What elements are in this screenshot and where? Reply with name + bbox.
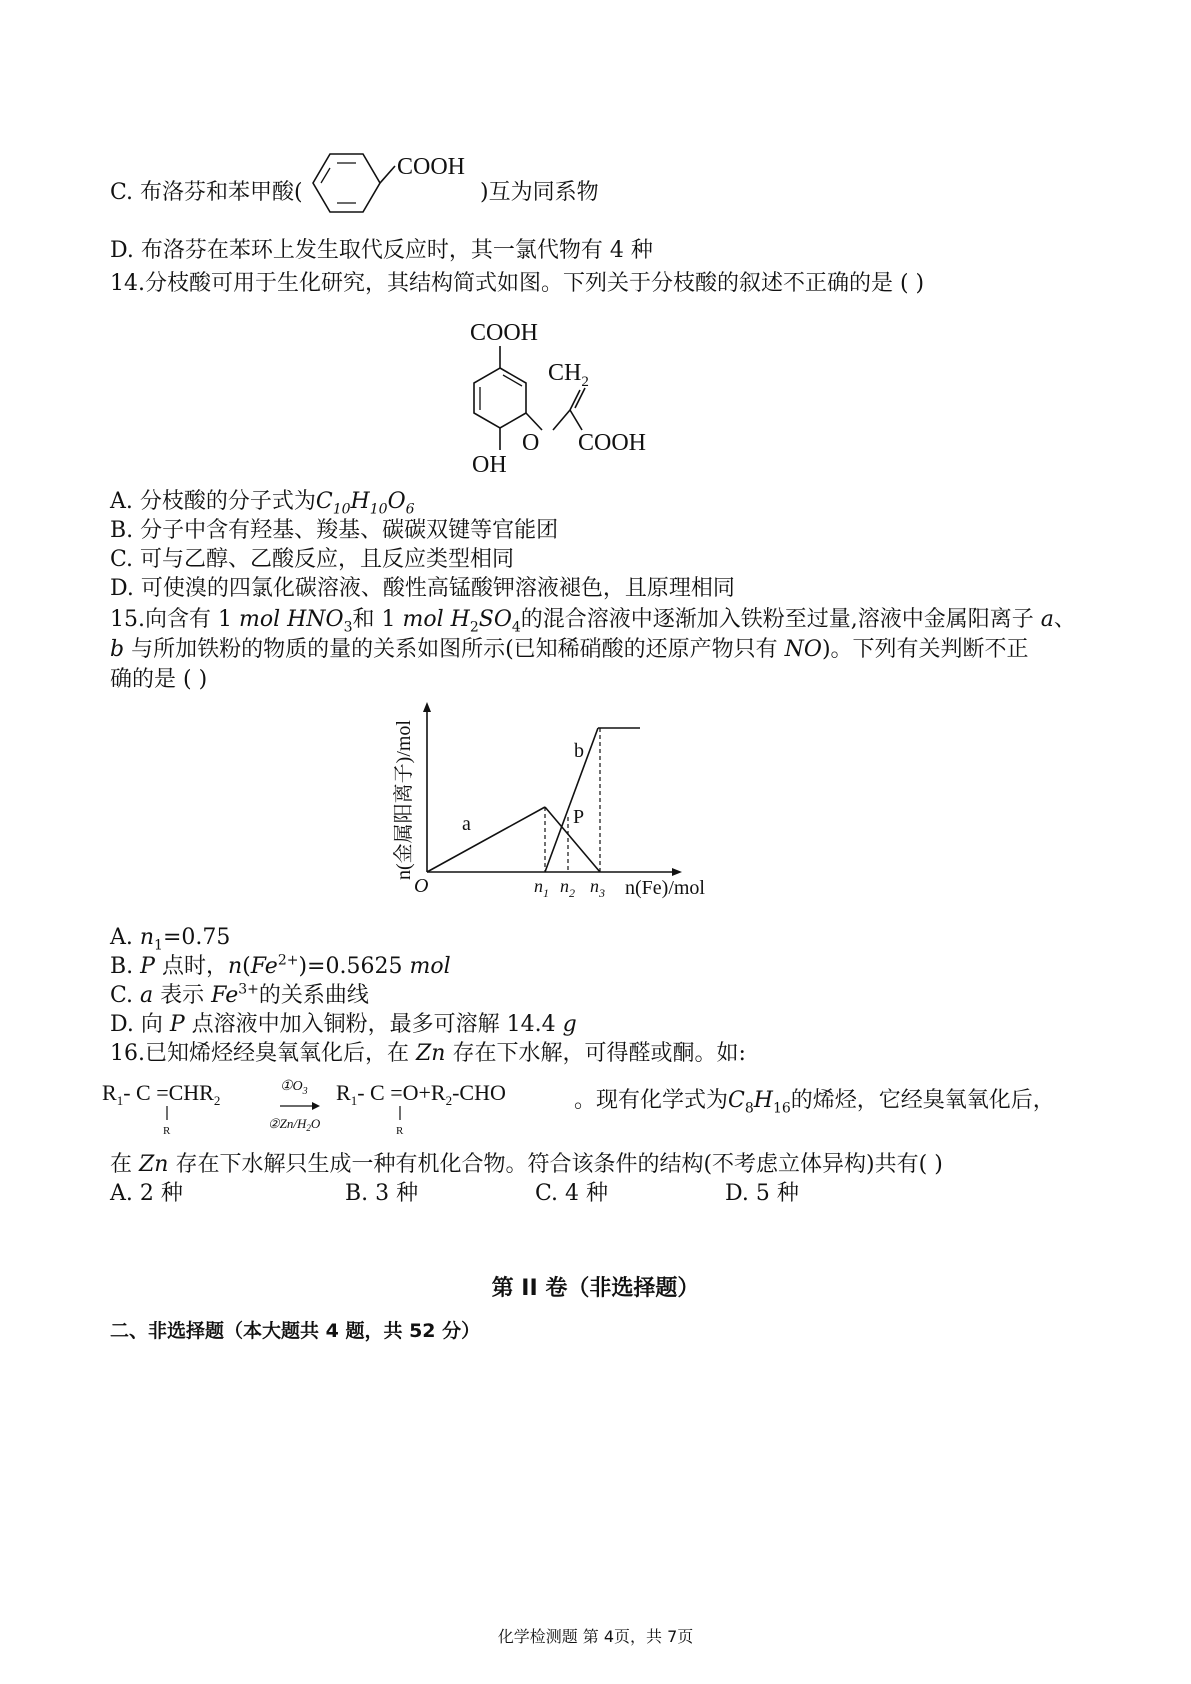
struct-oh: OH — [472, 452, 507, 478]
q15-stem-line3: 确的是 ( ) — [110, 667, 208, 692]
tick-n1: $n_1$ — [534, 876, 549, 900]
reaction-left: $R_1-$ $C =CHR_2$ — [102, 1080, 221, 1108]
q16-stem: 16.已知烯烃经臭氧氧化后，在 Zn 存在下水解，可得醛或酮。如: — [110, 1041, 746, 1066]
q16-option-b: B. 3 种 — [345, 1181, 419, 1206]
chorismic-acid-structure — [440, 310, 700, 485]
reaction-cond-top: $①O_3$ — [280, 1079, 308, 1097]
struct-cooh-top: COOH — [470, 320, 539, 346]
q15-option-a: A. $n_1=0.75$ — [110, 925, 231, 954]
tick-n2: $n_2$ — [560, 876, 575, 900]
q15-stem-line2: b 与所加铁粉的物质的量的关系如图所示(已知稀硝酸的还原产物只有 NO)。下列有关判断不正 — [110, 637, 1029, 662]
section-title: 第 II 卷（非选择题） — [491, 1276, 700, 1301]
x-axis-label: n(Fe)/mol — [625, 877, 705, 899]
struct-ch2: $CH_2$ — [548, 360, 589, 390]
q15-option-b: B. P 点时，$n(Fe^{2+})=0.5625$ mol — [110, 952, 451, 979]
benzoic-cooh-label: COOH — [397, 154, 466, 180]
q14-option-c: C. 可与乙醇、乙酸反应，且反应类型相同 — [110, 547, 515, 572]
q16-option-d: D. 5 种 — [725, 1181, 799, 1206]
point-p-label: P — [573, 806, 585, 828]
origin-label: O — [414, 875, 429, 897]
curve-a-label: a — [462, 813, 471, 835]
q14-option-d: D. 可使溴的四氯化碳溶液、酸性高锰酸钾溶液褪色，且原理相同 — [110, 576, 735, 601]
reaction-cond-bottom: ②Zn/$H_2O$ — [268, 1116, 321, 1133]
q15-option-c: C. a 表示 $Fe^{3+}$的关系曲线 — [110, 981, 369, 1008]
benzoic-acid-structure — [293, 138, 483, 228]
q15-stem-line1: 15.向含有 1 mol $HNO_3$和 1 mol $H_2SO_4$的混合溶液中逐渐加入铁粉至过量,溶液中金属阳离子 a、 — [110, 607, 1076, 636]
q16-option-a: A. 2 种 — [110, 1181, 183, 1206]
page-footer: 化学检测题 第 4页，共 7页 — [497, 1627, 694, 1646]
q16-reaction — [100, 1072, 570, 1142]
q16-after-reaction: 。现有化学式为$C_8H_{16}$的烯烃，它经臭氧氧化后， — [574, 1088, 1055, 1117]
q14-a-prefix: A. 分枝酸的分子式为 — [110, 489, 316, 514]
q14-option-b: B. 分子中含有羟基、羧基、碳碳双键等官能团 — [110, 518, 559, 543]
q15-chart — [390, 700, 730, 910]
q14-a-formula: $C_{10}H_{10}O_6$ — [315, 489, 415, 518]
curve-b-label: b — [574, 740, 584, 762]
struct-o: O — [522, 430, 540, 456]
q16-option-c: C. 4 种 — [535, 1181, 609, 1206]
struct-cooh-right: COOH — [578, 430, 647, 456]
reaction-right: $R_1-$ $C =O+R_2$-CHO — [336, 1080, 506, 1108]
q13-c-prefix: C. 布洛芬和苯甲酸( — [110, 180, 303, 205]
tick-n3: $n_3$ — [590, 876, 605, 900]
q13-option-d: D. 布洛芬在苯环上发生取代反应时，其一氯代物有 4 种 — [110, 238, 653, 263]
q13-option-c — [110, 179, 303, 207]
q16-stem-line2: 在 Zn 存在下水解只生成一种有机化合物。符合该条件的结构(不考虑立体异构)共有( ) — [110, 1152, 943, 1177]
q14-stem: 14.分枝酸可用于生化研究，其结构简式如图。下列关于分枝酸的叙述不正确的是 ( ) — [110, 271, 925, 296]
section-subtitle: 二、非选择题（本大题共 4 题，共 52 分） — [110, 1320, 481, 1342]
y-axis-label: n(金属阳离子)/mol — [393, 720, 415, 880]
reaction-right-r: R — [396, 1125, 404, 1137]
q14-option-a — [110, 488, 415, 516]
q15-option-d: D. 向 P 点溶液中加入铜粉，最多可溶解 14.4 g — [110, 1012, 577, 1037]
q13-c-suffix: )互为同系物 — [480, 180, 599, 205]
reaction-left-r: R — [163, 1125, 171, 1137]
